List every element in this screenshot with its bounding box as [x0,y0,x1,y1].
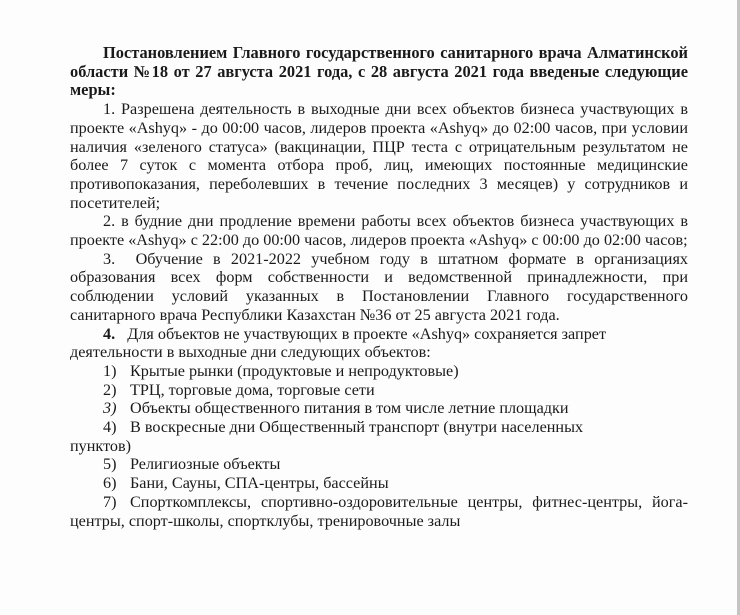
list-item-6 [70,474,688,493]
item-2 [70,212,688,249]
list-item-1-label: 1) [103,361,117,380]
item-3-number: 3. [103,249,116,268]
restricted-objects-list [70,362,688,530]
list-item-2-text: ТРЦ, торговые дома, торговые сети [130,380,375,399]
list-item-3-text: Объекты общественного питания в том числе летние площадки [130,399,569,418]
list-item-6-label: 6) [103,474,117,493]
item-2-text: в будние дни продление времени работы всех объектов бизнеса участвующих в проекте «Ashyq» с 22:00 до 00:00 часов, лидеров проекта «Ashyq» с 00:00 до 02:00 часов; [70,212,688,250]
list-item-4-text: В воскресные дни Общественный транспорт (внутри населенных пунктов) [70,418,584,455]
document-heading: Постановлением Главного государственного санитарного врача Алматинской области №18 от 27 августа 2021 года, с 28 августа 2021 года введеные следующие меры: [70,43,688,100]
item-1-text: Разрешена деятельность в выходные дни всех объектов бизнеса участвующих в проекте «Ashyq» - до 00:00 часов, лидеров проекта «Ashyq» до 02:00 часов, при условии наличия «зеленого статуса» (вакцинации, ПЦР теста с отрицательным результатом не более 7 суток с момента отбора проб, лиц, имеющих постоянные медицинские противопоказания, переболевших в течение последних 3 месяцев) у сотрудников и посетителей; [70,100,688,212]
item-3 [70,250,688,325]
list-item-7-label: 7) [103,492,117,511]
item-3-text: Обучение в 2021-2022 учебном году в штатном формате в организациях образования всех форм собственности и ведомственной принадлежности, при соблюдении условий указанных в Постановлении Главного государственного санитарного врача Республики Казахстан №36 от 25 августа 2021 года. [70,249,688,324]
item-2-number: 2. [103,212,116,231]
list-item-2 [70,381,688,400]
list-item-4-label: 4) [103,418,117,437]
item-1 [70,100,688,212]
list-item-6-text: Бани, Сауны, СПА-центры, бассейны [130,474,389,493]
list-item-7-text: Спорткомплексы, спортивно-оздоровительные центры, фитнес-центры, йога-центры, спорт-школы, спортклубы, тренировочные залы [70,492,688,530]
list-item-1-text: Крытые рынки (продуктовые и непродуктовые) [130,361,459,380]
list-item-5-text: Религиозные объекты [130,455,281,474]
list-item-3 [70,399,688,418]
item-4-text: Для объектов не участвующих в проекте «Ashyq» сохраняется запрет деятельности в выходные дни следующих объектов: [70,324,607,362]
list-item-5-label: 5) [103,455,117,474]
item-4-number: 4. [103,324,116,343]
list-item-7 [70,493,688,530]
item-1-number: 1. [103,100,116,119]
list-item-5 [70,455,688,474]
item-4 [70,325,688,362]
list-item-2-label: 2) [103,380,117,399]
document-body [70,44,688,530]
list-item-3-label: 3) [103,399,117,418]
list-item-4 [70,418,688,455]
list-item-1 [70,362,688,381]
